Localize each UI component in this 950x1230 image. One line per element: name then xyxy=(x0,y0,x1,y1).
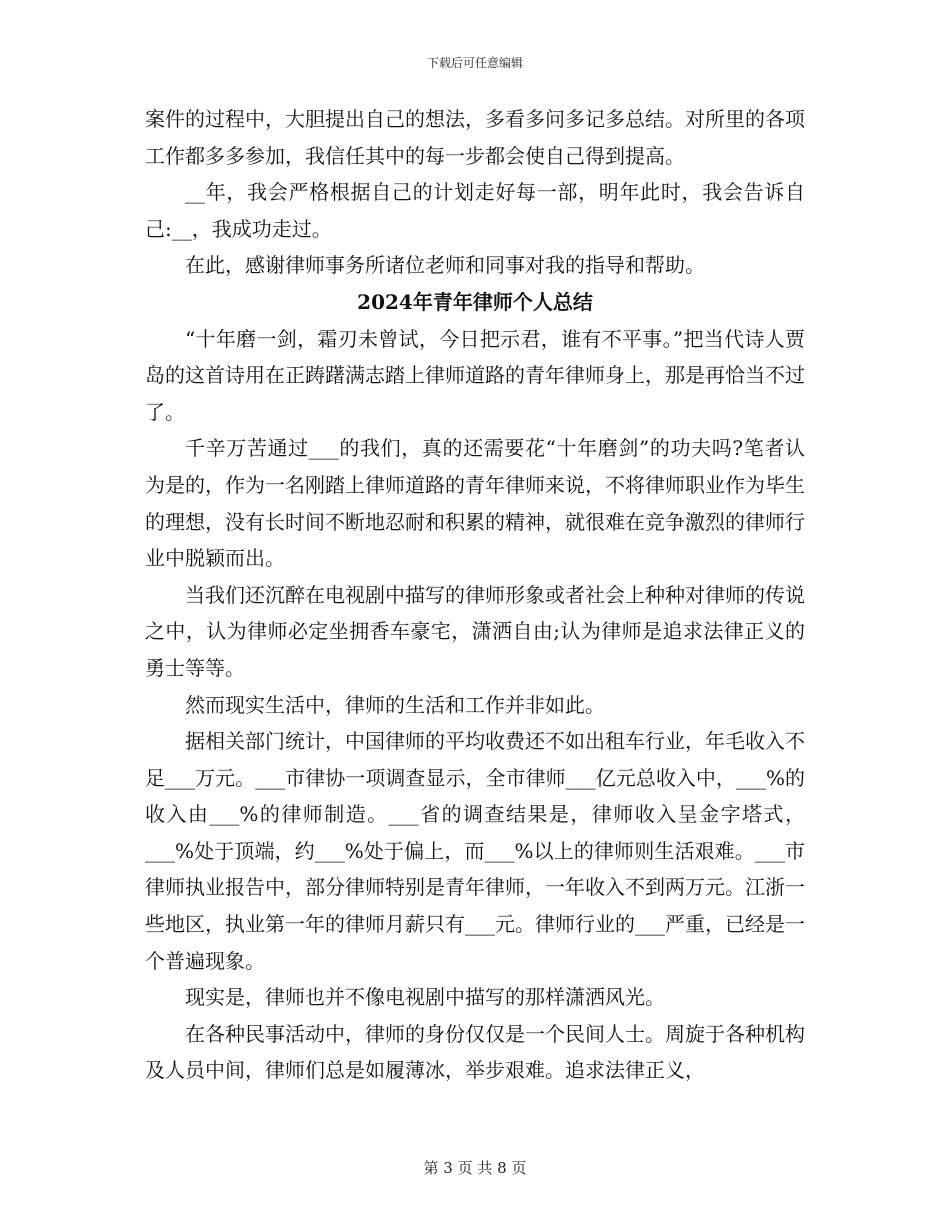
paragraph: 千辛万苦通过___的我们，真的还需要花“十年磨剑”的功夫吗?笔者认为是的，作为一名刚踏上律师道路的青年律师来说，不将律师职业作为毕生的理想，没有长时间不断地忍耐和积累的精神，就很难在竞争激烈的律师行业中脱颖而出。 xyxy=(145,436,805,571)
paragraph: 然而现实生活中，律师的生活和工作并非如此。 xyxy=(185,692,605,717)
paragraph-continued: 案件的过程中，大胆提出自己的想法，多看多问多记多总结。对所里的各项工作都多多参加，我信任其中的每一步都会使自己得到提高。 xyxy=(145,107,805,168)
document-body xyxy=(145,101,805,1089)
paragraph: __年，我会严格根据自己的计划走好每一部，明年此时，我会告诉自己:__，我成功走过。 xyxy=(145,180,805,241)
paragraph: 当我们还沉醉在电视剧中描写的律师形象或者社会上种种对律师的传说之中，认为律师必定坐拥香车豪宅，潇洒自由;认为律师是追求法律正义的勇士等等。 xyxy=(145,582,805,680)
paragraph: 现实是，律师也并不像电视剧中描写的那样潇洒风光。 xyxy=(185,985,665,1010)
page-header: 下载后可任意编辑 xyxy=(426,56,523,70)
paragraph: 据相关部门统计，中国律师的平均收费还不如出租车行业，年毛收入不足___万元。___市律协一项调查显示，全市律师___亿元总收入中，___%的收入由___%的律师制造。___省的调查结果是，律师收入呈金字塔式，___%处于顶端，约___%处于偏上，而___%以上的律师则生活艰难。___市律师执业报告中，部分律师特别是青年律师，一年收入不到两万元。江浙一些地区，执业第一年的律师月薪只有___元。律师行业的___严重，已经是一个普遍现象。 xyxy=(145,729,805,973)
paragraph-thanks: 在此，感谢律师事务所诸位老师和同事对我的指导和帮助。 xyxy=(185,253,705,278)
section-title: 2024年青年律师个人总结 xyxy=(357,289,593,314)
page-footer: 第 3 页 共 8 页 xyxy=(423,1159,527,1177)
paragraph: “十年磨一剑，霜刃未曾试，今日把示君，谁有不平事。”把当代诗人贾岛的这首诗用在正踌躇满志踏上律师道路的青年律师身上，那是再恰当不过了。 xyxy=(145,326,805,424)
paragraph: 在各种民事活动中，律师的身份仅仅是一个民间人士。周旋于各种机构及人员中间，律师们总是如履薄冰，举步艰难。追求法律正义， xyxy=(145,1021,805,1083)
